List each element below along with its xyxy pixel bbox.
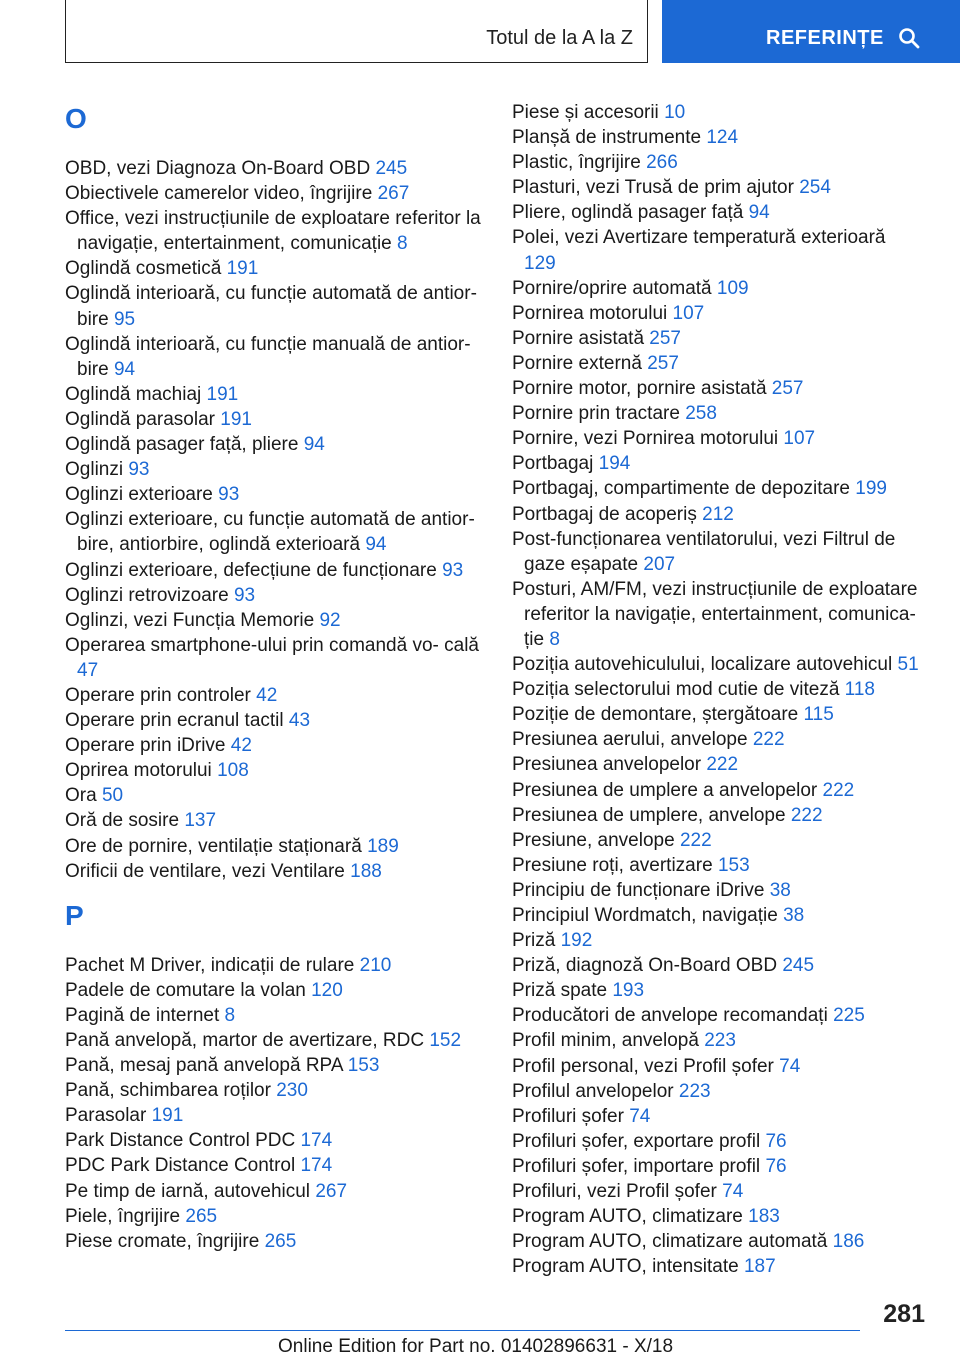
index-entry — [512, 803, 922, 828]
index-entry-text: Operare prin iDrive — [65, 735, 226, 757]
index-page-link[interactable]: 194 — [598, 453, 631, 475]
index-page-link[interactable]: 38 — [783, 905, 805, 926]
index-list-o — [65, 156, 483, 884]
index-entry — [65, 608, 483, 633]
index-page-link[interactable]: 95 — [113, 308, 136, 330]
index-entry — [512, 301, 922, 326]
index-entry-text: Profil minim, anvelopă — [512, 1030, 699, 1052]
index-entry-text: Pornire motor, pornire asistată — [512, 378, 767, 400]
index-entry — [512, 426, 922, 451]
index-entry-text: Piele, îngrijire — [65, 1205, 181, 1227]
section-letter-o: O — [65, 103, 87, 134]
index-entry-text: Pană anvelopă, martor de avertizare, RDC — [65, 1030, 425, 1051]
index-entry-text: Portbagaj de acoperiș — [512, 503, 697, 525]
index-entry-text: Pagină de internet — [65, 1004, 220, 1026]
index-entry — [65, 859, 483, 884]
index-page-link[interactable]: 193 — [612, 980, 645, 1002]
index-page-link[interactable]: 254 — [799, 177, 831, 199]
index-entry-text: Oglindă machiaj — [65, 383, 202, 405]
index-entry-text: Program AUTO, climatizare — [512, 1206, 743, 1228]
index-entry-text: Poziția selectorului mod cutie de viteză — [512, 679, 840, 701]
index-page-link[interactable]: 38 — [769, 879, 791, 901]
index-entry-text: Plasturi, vezi Trusă de prim ajutor — [512, 177, 794, 199]
index-entry-text: Pachet M Driver, indicații de rulare — [65, 954, 355, 976]
header-tab[interactable] — [65, 0, 648, 63]
index-page-link[interactable]: 43 — [288, 710, 311, 732]
index-page-link[interactable]: 210 — [359, 954, 392, 976]
index-entry-text: Planșă de instrumente — [512, 127, 702, 149]
index-entry — [65, 382, 483, 407]
index-entry — [512, 1154, 922, 1179]
index-page-link[interactable]: 76 — [765, 1130, 787, 1152]
index-page-link[interactable]: 93 — [218, 484, 240, 506]
index-entry — [512, 225, 922, 275]
index-entry — [65, 1003, 483, 1028]
index-page-link[interactable]: 118 — [844, 679, 875, 701]
index-entry-text: Presiune roți, avertizare — [512, 854, 713, 876]
index-entry-text: Park Distance Control PDC — [65, 1130, 296, 1152]
index-entry — [512, 401, 922, 426]
footer-edition-text: Online Edition for Part no. 01402896631 - X/18 — [278, 1336, 674, 1357]
index-entry-text: Principiu de funcționare iDrive — [512, 879, 765, 901]
index-entry — [65, 1204, 483, 1229]
index-page-link[interactable]: 93 — [233, 584, 256, 606]
index-page-link[interactable]: 188 — [350, 860, 382, 882]
index-page-link[interactable]: 74 — [629, 1105, 651, 1127]
index-entry — [65, 482, 483, 507]
index-entry — [512, 652, 922, 677]
index-entry-text: Priză — [512, 930, 556, 952]
index-page-link[interactable]: 223 — [678, 1080, 711, 1102]
index-entry — [512, 150, 922, 175]
index-entry — [512, 702, 922, 727]
index-entry — [512, 1254, 922, 1279]
index-page-link[interactable]: 129 — [524, 252, 556, 274]
index-entry-text: Presiunea de umplere a anvelopelor — [512, 779, 818, 801]
index-entry-text: Presiunea anvelopelor — [512, 754, 702, 776]
footer-divider — [65, 1330, 860, 1331]
index-page-link[interactable]: 223 — [704, 1030, 736, 1052]
index-page-link[interactable]: 207 — [643, 553, 676, 575]
index-entry — [512, 451, 922, 476]
index-entry-text: Pe timp de iarnă, autovehicul — [65, 1180, 311, 1202]
index-entry — [512, 200, 922, 225]
index-entry — [512, 677, 922, 702]
index-entry — [512, 175, 922, 200]
index-page-link[interactable]: 107 — [672, 302, 705, 324]
index-entry-text: Oprirea motorului — [65, 760, 212, 782]
index-page-link[interactable]: 187 — [743, 1256, 776, 1278]
index-entry — [65, 683, 483, 708]
index-entry-text: Program AUTO, intensitate — [512, 1256, 739, 1278]
index-entry-text: Poziția autovehiculului, localizare autovehicul — [512, 654, 893, 676]
index-entry-text: Obiectivele camerelor video, îngrijire — [65, 183, 373, 205]
index-entry — [65, 978, 483, 1003]
index-entry — [65, 1028, 483, 1053]
index-entry-text: Priză spate — [512, 980, 608, 1002]
index-list-p-right — [512, 100, 922, 1279]
index-page-link[interactable]: 245 — [782, 955, 815, 977]
index-entry — [65, 457, 483, 482]
index-entry — [65, 1128, 483, 1153]
index-page-link[interactable]: 51 — [897, 654, 919, 676]
index-entry — [512, 752, 922, 777]
index-entry-text: Office, vezi instrucțiunile de exploatare referitor la navigație, entertainment, comunicație — [65, 208, 481, 255]
index-page-link[interactable]: 94 — [748, 202, 770, 224]
index-page-link[interactable]: 222 — [752, 729, 785, 751]
index-entry-text: Oglindă interioară, cu funcție manuală de antior- bire — [65, 333, 471, 380]
index-entry — [65, 1053, 483, 1078]
index-entry — [512, 1179, 922, 1204]
index-entry — [65, 708, 483, 733]
section-letter-p: P — [65, 899, 84, 931]
index-page-link[interactable]: 42 — [256, 684, 278, 706]
search-icon[interactable] — [898, 27, 920, 49]
index-entry — [512, 828, 922, 853]
index-entry — [65, 156, 483, 181]
index-page-link[interactable]: 192 — [560, 930, 593, 952]
index-page-link[interactable]: 191 — [206, 383, 239, 405]
index-page-link[interactable]: 191 — [226, 258, 259, 280]
index-page-link[interactable]: 245 — [375, 158, 408, 179]
index-page-link[interactable]: 257 — [647, 352, 679, 374]
index-page-link[interactable]: 115 — [803, 704, 834, 726]
index-column-left — [65, 100, 483, 1254]
index-page-link[interactable]: 191 — [220, 408, 252, 430]
index-entry-text: Ora — [65, 785, 97, 807]
index-page-link[interactable]: 174 — [300, 1130, 333, 1152]
index-entry-text: Program AUTO, climatizare automată — [512, 1231, 828, 1253]
index-entry — [65, 1103, 483, 1128]
index-page-link[interactable]: 225 — [833, 1005, 865, 1027]
index-entry — [65, 783, 483, 808]
index-entry-text: Presiunea aerului, anvelope — [512, 729, 748, 751]
index-page-link[interactable]: 267 — [315, 1180, 348, 1202]
index-entry — [512, 351, 922, 376]
index-entry — [512, 953, 922, 978]
index-entry-text: OBD, vezi Diagnoza On-Board OBD — [65, 158, 371, 179]
index-page-link[interactable]: 153 — [347, 1055, 380, 1077]
index-entry — [65, 1078, 483, 1103]
index-page-link[interactable]: 94 — [303, 434, 325, 456]
index-list-p-left — [65, 953, 483, 1254]
index-entry — [512, 1204, 922, 1229]
index-page-link[interactable]: 222 — [679, 829, 712, 851]
index-entry-text: Pană, schimbarea roților — [65, 1080, 271, 1102]
index-entry-text: Piese și accesorii — [512, 102, 659, 123]
index-page-link[interactable]: 50 — [101, 785, 124, 807]
index-entry — [65, 558, 483, 583]
index-page-link[interactable]: 94 — [113, 358, 136, 380]
index-entry — [512, 727, 922, 752]
index-page-link[interactable]: 108 — [217, 760, 249, 782]
index-entry-text: Oglindă pasager față, pliere — [65, 434, 299, 456]
index-entry-text: Plastic, îngrijire — [512, 152, 641, 174]
index-page-link[interactable]: 222 — [790, 804, 823, 826]
header-section-tab[interactable] — [662, 0, 960, 63]
index-entry-text: Oglindă parasolar — [65, 408, 215, 430]
index-entry-text: Profilul anvelopelor — [512, 1080, 674, 1102]
index-entry-text: Pornire, vezi Pornirea motorului — [512, 428, 779, 450]
index-page-link[interactable]: 109 — [716, 277, 749, 299]
index-entry-text: Piese cromate, îngrijire — [65, 1230, 260, 1252]
index-page-link[interactable]: 93 — [442, 559, 464, 581]
index-entry — [512, 527, 922, 577]
index-entry — [65, 206, 483, 256]
index-entry-text: Priză, diagnoză On-Board OBD — [512, 955, 778, 977]
index-page-link[interactable]: 8 — [549, 628, 560, 650]
index-page-link[interactable]: 183 — [748, 1206, 780, 1228]
index-entry-text: Pornire prin tractare — [512, 403, 680, 425]
index-page-link[interactable]: 153 — [717, 854, 750, 876]
index-page-link[interactable]: 191 — [151, 1105, 184, 1127]
index-entry — [512, 476, 922, 501]
index-entry-text: Post-funcționarea ventilatorului, vezi Filtrul de gaze eșapate — [512, 528, 896, 575]
index-entry-text: Polei, vezi Avertizare temperatură exterioară — [512, 227, 886, 249]
index-entry-text: Poziție de demontare, ștergătoare — [512, 704, 799, 726]
index-entry-text: Profiluri șofer, importare profil — [512, 1155, 761, 1177]
index-entry-text: Portbagaj, compartimente de depozitare — [512, 478, 850, 500]
index-entry-text: Pornire asistată — [512, 327, 645, 349]
index-entry-text: Oglinzi exterioare, defecțiune de funcționare — [65, 559, 437, 581]
index-page-link[interactable]: 265 — [185, 1205, 218, 1227]
index-page-link[interactable]: 42 — [230, 735, 252, 757]
index-page-link[interactable]: 10 — [664, 102, 686, 123]
index-entry — [65, 181, 483, 206]
index-entry-text: Oglinzi retrovizoare — [65, 584, 229, 606]
index-page-link[interactable]: 212 — [702, 503, 734, 525]
index-entry — [65, 1229, 483, 1254]
index-entry — [65, 808, 483, 833]
page-number: 281 — [883, 1300, 925, 1328]
index-page-link[interactable]: 74 — [779, 1055, 801, 1077]
index-entry-text: Oglinzi exterioare — [65, 484, 213, 506]
index-page-link[interactable]: 8 — [224, 1004, 236, 1026]
index-page-link[interactable]: 222 — [822, 779, 855, 801]
index-entry — [512, 1229, 922, 1254]
index-page-link[interactable]: 257 — [771, 378, 804, 400]
index-entry — [65, 758, 483, 783]
index-entry-text: Padele de comutare la volan — [65, 979, 306, 1001]
index-entry — [65, 332, 483, 382]
index-entry-text: Presiune, anvelope — [512, 829, 675, 851]
index-entry — [512, 1129, 922, 1154]
index-entry — [512, 1003, 922, 1028]
index-entry-text: Principiul Wordmatch, navigație — [512, 905, 778, 926]
index-entry-text: Posturi, AM/FM, vezi instrucțiunile de exploatare referitor la navigație, entertainment, comunica- ție — [512, 578, 918, 650]
index-entry — [65, 256, 483, 281]
index-entry-text: Oglinzi, vezi Funcția Memorie — [65, 609, 315, 631]
index-entry — [65, 507, 483, 557]
index-entry-text: Profil personal, vezi Profil șofer — [512, 1055, 774, 1077]
index-entry — [512, 326, 922, 351]
index-entry-text: Operare prin controler — [65, 684, 251, 706]
index-page-link[interactable]: 189 — [367, 835, 399, 857]
index-page-link[interactable]: 124 — [706, 127, 739, 149]
index-entry — [512, 878, 922, 903]
index-page-link[interactable]: 152 — [429, 1030, 462, 1051]
index-column-right — [512, 100, 922, 1279]
index-page-link[interactable]: 137 — [184, 810, 217, 832]
header-tab-label: Totul de la A la Z — [486, 27, 633, 49]
index-entry — [512, 1079, 922, 1104]
index-entry-text: Profiluri, vezi Profil șofer — [512, 1181, 717, 1203]
index-page-link[interactable]: 74 — [722, 1181, 744, 1203]
index-entry — [512, 276, 922, 301]
index-entry-text: Pornire externă — [512, 352, 642, 374]
index-page-link[interactable]: 222 — [706, 754, 739, 776]
index-entry — [65, 953, 483, 978]
index-page-link[interactable]: 257 — [649, 327, 681, 349]
index-page-link[interactable]: 266 — [646, 152, 678, 174]
index-entry-text: Pană, mesaj pană anvelopă RPA — [65, 1055, 343, 1077]
index-entry-text: Parasolar — [65, 1105, 147, 1127]
index-entry — [65, 1153, 483, 1178]
index-page-link[interactable]: 8 — [397, 233, 408, 255]
index-page-link[interactable]: 186 — [832, 1231, 865, 1253]
index-entry — [65, 834, 483, 859]
index-entry-text: Portbagaj — [512, 453, 594, 475]
index-entry — [512, 978, 922, 1003]
index-entry — [65, 1179, 483, 1204]
index-entry-text: Oglindă cosmetică — [65, 258, 222, 280]
index-entry-text: PDC Park Distance Control — [65, 1155, 296, 1177]
index-entry — [512, 778, 922, 803]
index-entry-text: Oglinzi — [65, 459, 124, 481]
index-entry — [512, 1054, 922, 1079]
index-entry-text: Oglinzi exterioare, cu funcție automată de antior- bire, antiorbire, oglindă exterioară — [65, 509, 475, 556]
index-page-link[interactable]: 267 — [377, 183, 410, 205]
index-entry — [512, 903, 922, 928]
index-entry — [512, 577, 922, 652]
index-entry-text: Oglindă interioară, cu funcție automată de antior- bire — [65, 283, 477, 330]
index-page-link[interactable]: 47 — [77, 659, 99, 681]
index-page-link[interactable]: 120 — [311, 979, 343, 1001]
index-page-link[interactable]: 94 — [365, 534, 387, 556]
index-page-link[interactable]: 93 — [128, 459, 150, 481]
index-entry-text: Producători de anvelope recomandați — [512, 1005, 828, 1027]
index-entry — [512, 853, 922, 878]
index-entry — [65, 633, 483, 683]
index-entry-text: Orificii de ventilare, vezi Ventilare — [65, 860, 345, 882]
index-page-link[interactable]: 76 — [765, 1155, 787, 1177]
index-entry — [65, 407, 483, 432]
index-entry-text: Pornirea motorului — [512, 302, 668, 324]
index-entry-text: Ore de pornire, ventilație staționară — [65, 835, 362, 857]
index-entry-text: Pornire/oprire automată — [512, 277, 712, 299]
index-entry-text: Operarea smartphone-ului prin comandă vo- cală — [65, 634, 479, 656]
index-entry — [512, 376, 922, 401]
index-page-link[interactable]: 258 — [685, 403, 717, 425]
index-entry — [65, 583, 483, 608]
index-entry-text: Oră de sosire — [65, 810, 180, 832]
index-entry — [512, 1028, 922, 1053]
index-entry — [65, 432, 483, 457]
index-entry — [512, 502, 922, 527]
header-section-label: REFERINȚE — [766, 27, 884, 49]
index-page-link[interactable]: 107 — [783, 428, 816, 450]
index-entry — [65, 281, 483, 331]
index-entry — [65, 733, 483, 758]
index-entry — [512, 125, 922, 150]
index-page-link[interactable]: 174 — [300, 1155, 333, 1177]
index-page-link[interactable]: 92 — [319, 609, 341, 631]
index-entry-text: Pliere, oglindă pasager față — [512, 202, 744, 224]
index-entry-text: Presiunea de umplere, anvelope — [512, 804, 786, 826]
index-page-link[interactable]: 230 — [276, 1080, 308, 1102]
index-page-link[interactable]: 265 — [264, 1230, 297, 1252]
index-entry-text: Profiluri șofer, exportare profil — [512, 1130, 761, 1152]
index-entry — [512, 1104, 922, 1129]
index-page-link[interactable]: 199 — [855, 478, 887, 500]
index-entry-text: Profiluri șofer — [512, 1105, 624, 1127]
index-entry — [512, 928, 922, 953]
index-entry-text: Operare prin ecranul tactil — [65, 710, 284, 732]
index-entry — [512, 100, 922, 125]
